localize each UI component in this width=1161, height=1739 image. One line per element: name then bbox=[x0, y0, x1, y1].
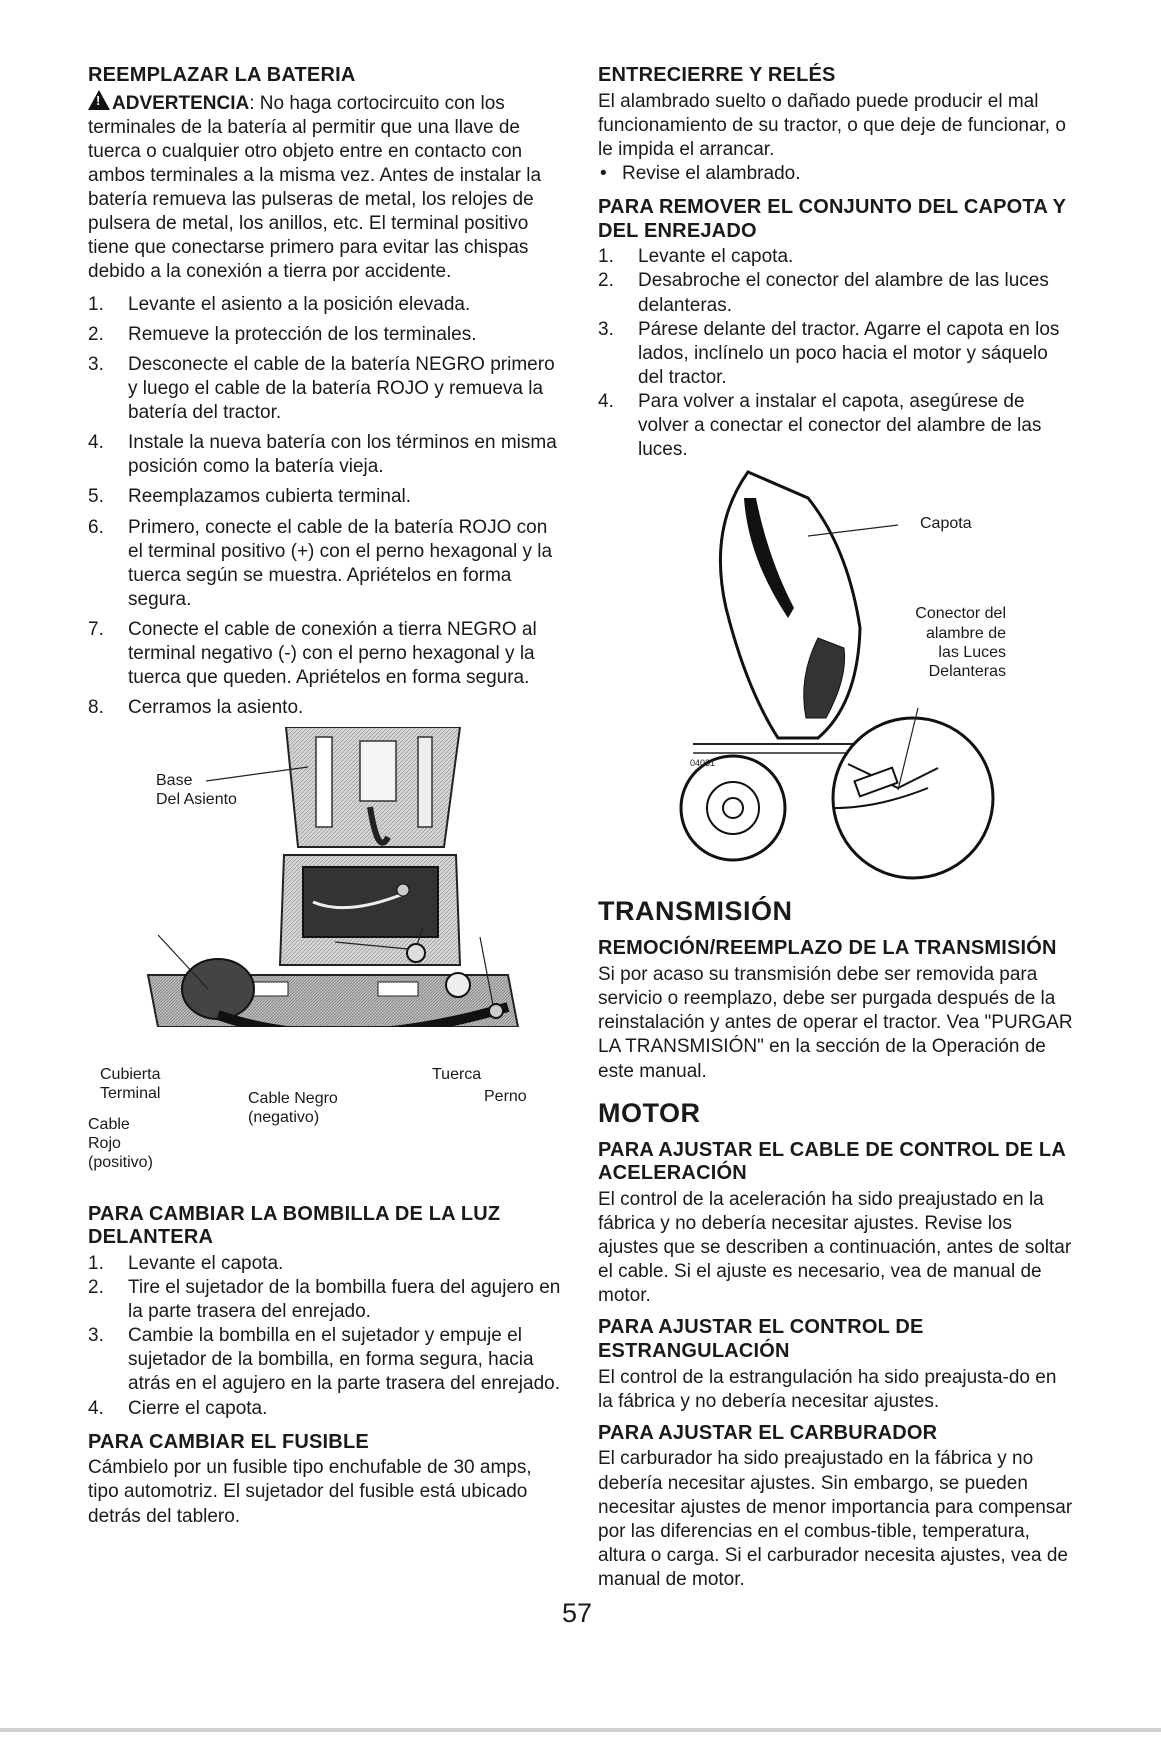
page-number: 57 bbox=[562, 1598, 593, 1628]
throttle-heading: PARA AJUSTAR EL CABLE DE CONTROL DE LA ACELERACIÓN bbox=[598, 1138, 1066, 1185]
list-item: 2. Remueve la protección de los terminales. bbox=[88, 323, 477, 345]
list-item: 1. Levante el asiento a la posición elevada. bbox=[88, 293, 471, 315]
list-item: 7. Conecte el cable de conexión a tierra NEGRO al terminal negativo (-) con el perno hexagonal y la tuerca que queden. Apriételos en forma segura. bbox=[88, 619, 537, 689]
transmission-title: TRANSMISIÓN bbox=[598, 896, 793, 927]
label-cable-negro: Cable Negro (negativo) bbox=[248, 1089, 338, 1126]
hood-figure bbox=[598, 468, 1076, 888]
headlight-heading: PARA CAMBIAR LA BOMBILLA DE LA LUZ DELANTERA bbox=[88, 1202, 501, 1249]
list-item: 6. Primero, conecte el cable de la batería ROJO con el terminal positivo (+) con el perno hexagonal y la tuerca según se muestra. Apriételos en forma segura. bbox=[88, 516, 553, 610]
label-tuerca: Tuerca bbox=[432, 1065, 482, 1083]
label-perno: Perno bbox=[484, 1087, 527, 1105]
battery-heading: REEMPLAZAR LA BATERIA bbox=[88, 64, 356, 86]
right-column bbox=[598, 64, 1076, 1600]
carb-text: El carburador ha sido preajustado en la fábrica y no debería necesitar ajustes. Sin embargo, se pueden necesitar ajustes de menor importancia para compensar por las diferencias en el combus-tible, temperatura, altura o carga. Si el carburador necesita ajustes, vea de manual de motor. bbox=[598, 1448, 1073, 1591]
label-base-asiento: Base Del Asiento bbox=[156, 771, 237, 808]
label-capota: Capota bbox=[920, 515, 972, 533]
interlock-text: El alambrado suelto o dañado puede producir el mal funcionamiento de su tractor, o que deje de funcionar, o le impida el arrancar. bbox=[598, 90, 1066, 160]
transmission-heading: REMOCIÓN/REEMPLAZO DE LA TRANSMISIÓN bbox=[598, 937, 1057, 960]
list-item: 2. Desabroche el conector del alambre de las luces delanteras. bbox=[598, 270, 1049, 316]
label-cable-rojo: Cable Rojo (positivo) bbox=[88, 1115, 153, 1171]
list-item: 3. Cambie la bombilla en el sujetador y empuje el sujetador de la bombilla, en forma segura, hacia atrás en el agujero en la parte trasera del enrejado. bbox=[88, 1325, 560, 1395]
battery-steps-list bbox=[88, 293, 566, 721]
hood-steps-list bbox=[598, 245, 1076, 462]
list-item: 5. Reemplazamos cubierta terminal. bbox=[88, 486, 412, 508]
interlock-heading: ENTRECIERRE Y RELÉS bbox=[598, 64, 836, 86]
label-conector: Conector del alambre de las Luces Delanteras bbox=[915, 605, 1006, 680]
list-item: 4. Cierre el capota. bbox=[88, 1397, 268, 1419]
list-item: 8. Cerramos la asiento. bbox=[88, 697, 304, 719]
figure-code: 04031 bbox=[690, 758, 716, 769]
list-item: 4. Instale la nueva batería con los términos en misma posición como la batería vieja. bbox=[88, 432, 557, 478]
throttle-text: El control de la aceleración ha sido preajustado en la fábrica y no debería necesitar ajustes. Revise los ajustes que se describen a continuación, antes de soltar el cable. Si el ajuste es necesario, vea de manual de motor. bbox=[598, 1188, 1072, 1307]
battery-figure-labels bbox=[88, 943, 566, 1126]
list-item: 1. Levante el capota. bbox=[88, 1252, 284, 1274]
fuse-text: Cámbielo por un fusible tipo enchufable de 30 amps, tipo automotriz. El sujetador del fusible está ubicado detrás del tablero. bbox=[88, 1457, 532, 1527]
list-item: • Revise el alambrado. bbox=[600, 162, 801, 184]
hood-heading: PARA REMOVER EL CONJUNTO DEL CAPOTA Y DEL ENREJADO bbox=[598, 196, 1066, 242]
list-item: 3. Desconecte el cable de la batería NEGRO primero y luego el cable de la batería ROJO y remueva la batería del tractor. bbox=[88, 353, 555, 424]
label-cubierta-terminal: Cubierta Terminal bbox=[100, 1065, 161, 1102]
interlock-bullets bbox=[598, 162, 1076, 186]
choke-heading: PARA AJUSTAR EL CONTROL DE ESTRANGULACIÓN bbox=[598, 1316, 924, 1363]
list-item: 1. Levante el capota. bbox=[598, 246, 794, 268]
list-item: 2. Tire el sujetador de la bombilla fuera del agujero en la parte trasera del enrejado. bbox=[88, 1276, 561, 1323]
warning-triangle-icon bbox=[88, 90, 110, 110]
bottom-rule bbox=[0, 1728, 1161, 1732]
fuse-heading: PARA CAMBIAR EL FUSIBLE bbox=[88, 1430, 369, 1453]
choke-text: El control de la estrangulación ha sido preajusta-do en la fábrica y no debería necesitar ajustes. bbox=[598, 1366, 1057, 1412]
headlight-steps-list bbox=[88, 1252, 566, 1421]
carb-heading: PARA AJUSTAR EL CARBURADOR bbox=[598, 1421, 938, 1444]
battery-figure-red bbox=[88, 1115, 566, 1201]
warning-label: ADVERTENCIA bbox=[112, 92, 250, 114]
list-item: 4. Para volver a instalar el capota, asegúrese de volver a conectar el conector del alambre de las luces. bbox=[598, 391, 1042, 461]
transmission-text: Si por acaso su transmisión debe ser removida para servicio o reemplazo, debe ser purgada después de la reinstalación y antes de operar el tractor. Vea "PURGAR LA TRANSMISIÓN" en la sección de la Operación de este manual. bbox=[598, 964, 1073, 1082]
list-item: 3. Párese delante del tractor. Agarre el capota en los lados, inclínelo un poco hacia el motor y sáquelo del tractor. bbox=[598, 318, 1060, 388]
motor-title: MOTOR bbox=[598, 1097, 701, 1128]
left-column bbox=[88, 64, 566, 1537]
warning-text: : No haga cortocircuito con los terminales de la batería al permitir que una llave de tuerca o cualquier otro objeto entre en contacto con ambos terminales a la misma vez. Antes de instalar la batería remueva las pulseras de metal, los relojes de pulsera de metal, los anillos, etc. El terminal positivo tiene que conectarse primero para evitar las chispas debido a la conexión a tierra por accidente. bbox=[88, 92, 542, 283]
battery-warning bbox=[88, 90, 566, 285]
